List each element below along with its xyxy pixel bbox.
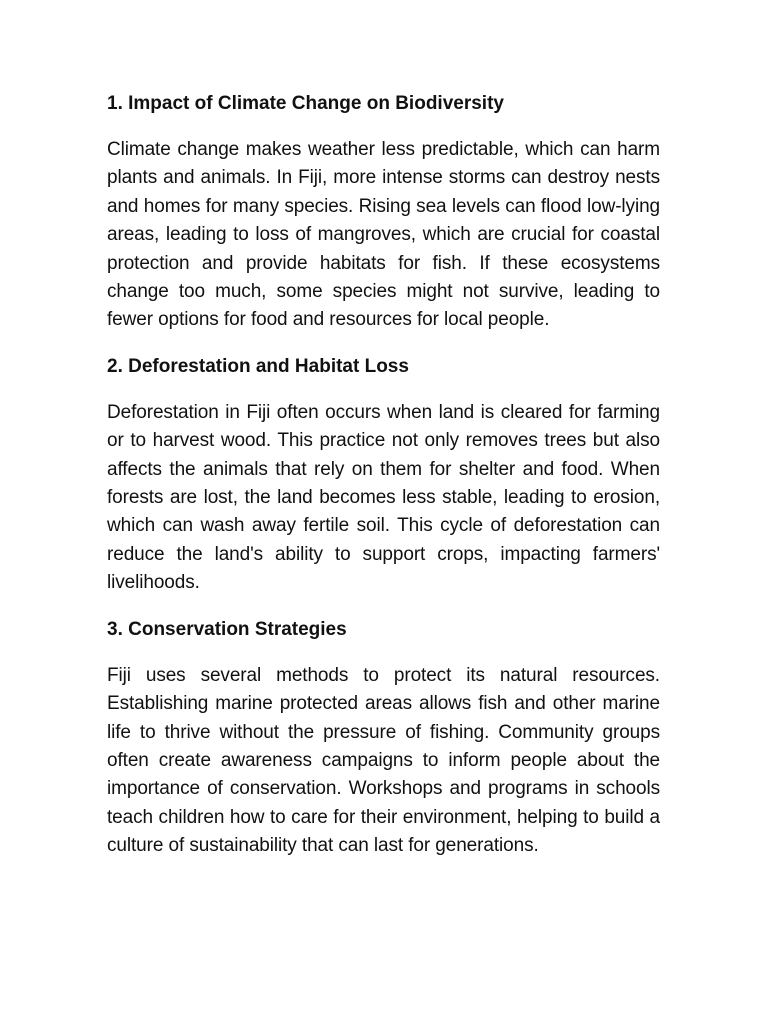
section-conservation xyxy=(107,616,660,861)
section-heading: 2. Deforestation and Habitat Loss xyxy=(107,355,409,377)
section-climate-change xyxy=(107,90,660,335)
section-heading: 1. Impact of Climate Change on Biodiversity xyxy=(107,93,504,114)
document-page xyxy=(107,90,660,879)
section-body: Fiji uses several methods to protect its natural resources. Establishing marine protected areas allows fish and other marine life to thrive without the pressure of fishing. Community groups often create awareness campaigns to inform people about the importance of conservation. Workshops and programs in schools teach children how to care for their environment, helping to build a culture of sustainability that can last for generations. xyxy=(107,664,660,857)
section-body: Climate change makes weather less predictable, which can harm plants and animals. In Fiji, more intense storms can destroy nests and homes for many species. Rising sea levels can flood low-lying areas, leading to loss of mangroves, which are crucial for coastal protection and provide habitats for fish. If these ecosystems change too much, some species might not survive, leading to fewer options for food and resources for local people. xyxy=(107,139,660,331)
section-heading: 3. Conservation Strategies xyxy=(107,618,347,640)
section-deforestation xyxy=(107,353,660,598)
section-body: Deforestation in Fiji often occurs when land is cleared for farming or to harvest wood. This practice not only removes trees but also affects the animals that rely on them for shelter and food. When forests are lost, the land becomes less stable, leading to erosion, which can wash away fertile soil. This cycle of deforestation can reduce the land's ability to support crops, impacting farmers' livelihoods. xyxy=(107,401,660,594)
